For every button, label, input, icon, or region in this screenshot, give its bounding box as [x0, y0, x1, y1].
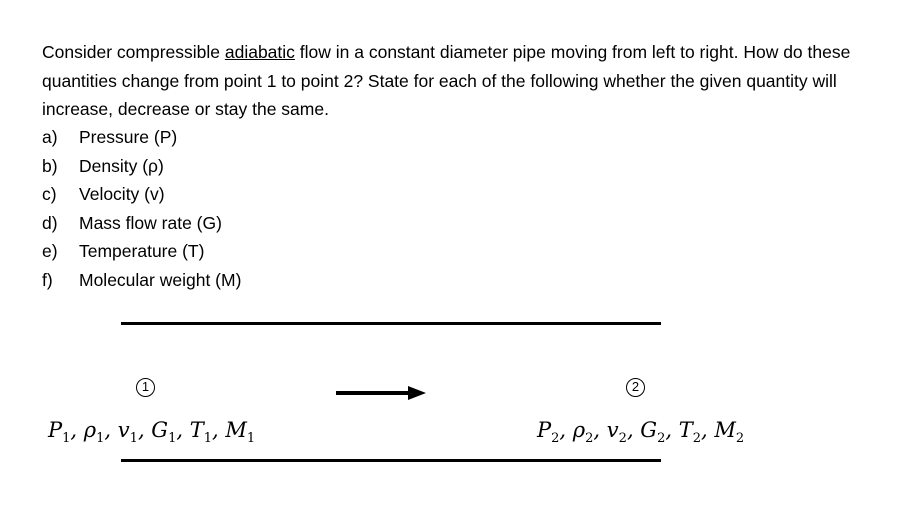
var-velocity-2: $v_2$ — [606, 418, 627, 447]
var-pressure-1: $P_1$ — [48, 418, 71, 447]
pipe-bottom-wall — [121, 459, 661, 462]
list-item-letter: d) — [42, 212, 58, 233]
list-item — [42, 152, 241, 181]
list-item-label: Temperature (T) — [79, 241, 205, 261]
var-molecular-weight-2: $M_2$ — [714, 418, 745, 447]
list-item-label: Density (ρ) — [79, 155, 164, 176]
list-item-label: Velocity (v) — [79, 184, 165, 204]
var-molecular-weight-1: $M_1$ — [225, 418, 256, 447]
var-mass-flow-2: $G_2$ — [640, 418, 666, 447]
list-item-label: Pressure (P) — [79, 127, 178, 147]
list-item — [42, 266, 241, 295]
var-pressure-2: $P_2$ — [537, 418, 560, 447]
point-1-variables: $P_1$, $\rho_1$, $v_1$, $G_1$, $T_1$, $M_1$ — [48, 418, 256, 447]
point-2-marker: 2 — [626, 378, 645, 397]
pipe-top-wall — [121, 322, 661, 325]
flow-direction-arrow-icon — [336, 384, 426, 402]
list-item-letter: e) — [42, 241, 58, 261]
list-item-label: Molecular weight (M) — [79, 269, 242, 290]
list-item-letter: b) — [42, 155, 58, 176]
question-underlined-word: adiabatic — [224, 42, 295, 62]
list-item-label: Mass flow rate (G) — [79, 212, 222, 233]
list-item-letter: f) — [42, 269, 53, 290]
point-2-variables: $P_2$, $\rho_2$, $v_2$, $G_2$, $T_2$, $M_2$ — [537, 418, 745, 447]
list-item — [42, 237, 241, 266]
var-temperature-1: $T_1$ — [189, 418, 213, 447]
question-text-after: flow in a constant diameter pipe moving from left to right. How do these quantities change from point 1 to point 2? State for each of the following whether the given quantity will increase, decrease or stay the same. — [42, 42, 851, 119]
var-density-1: $\rho_1$ — [83, 418, 105, 447]
question-text-before: Consider compressible — [42, 42, 225, 62]
list-item-letter: a) — [42, 127, 58, 147]
var-velocity-1: $v_1$ — [117, 418, 138, 447]
list-item — [42, 209, 241, 238]
point-1-marker: 1 — [136, 378, 155, 397]
list-item — [42, 180, 241, 209]
var-mass-flow-1: $G_1$ — [151, 418, 177, 447]
var-temperature-2: $T_2$ — [678, 418, 702, 447]
question-text — [42, 38, 902, 124]
var-density-2: $\rho_2$ — [572, 418, 594, 447]
list-item-letter: c) — [42, 184, 57, 204]
quantity-list — [42, 123, 241, 294]
list-item — [42, 123, 241, 152]
